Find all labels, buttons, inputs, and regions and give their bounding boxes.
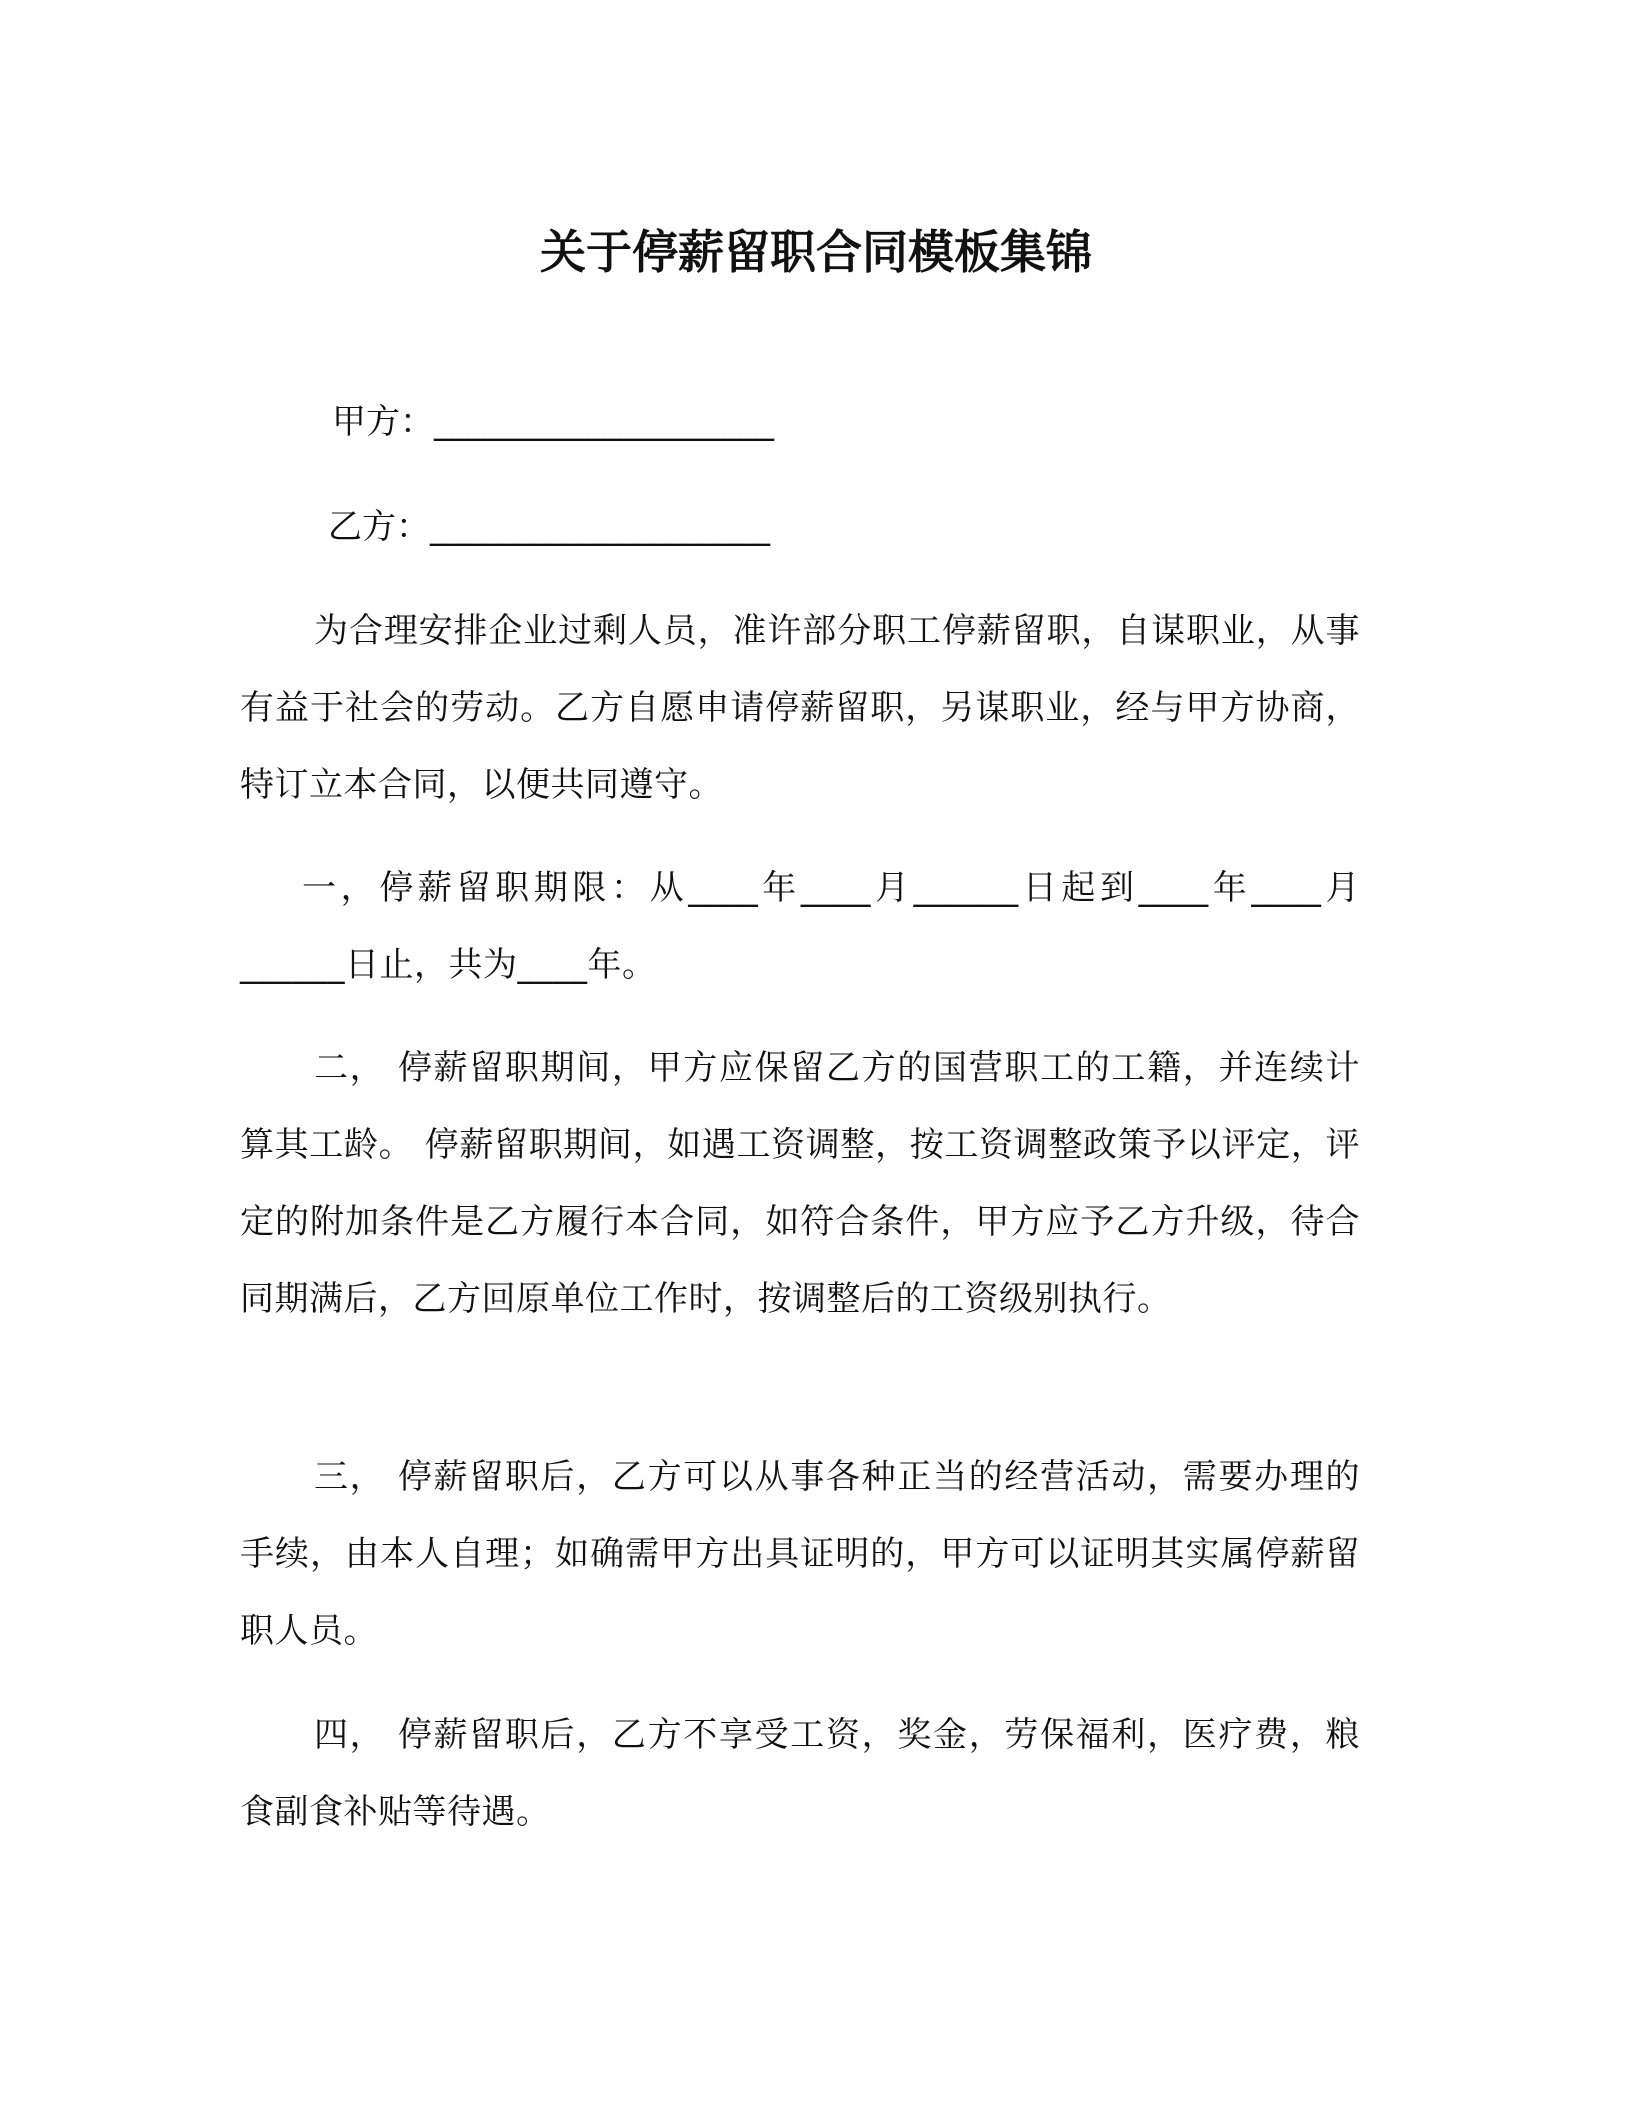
clause-1-paragraph: 一，停薪留职期限：从____年____月______日起到____年____月______日止，共为____年。 [240,868,1360,985]
intro-paragraph: 为合理安排企业过剩人员，准许部分职工停薪留职，自谋职业，从事有益于社会的劳动。乙方自愿申请停薪留职，另谋职业，经与甲方协商，特订立本合同，以便共同遵守。 [240,611,1360,805]
clause-4-paragraph: 四， 停薪留职后，乙方不享受工资，奖金，劳保福利，医疗费，粮食副食补贴等待遇。 [240,1715,1360,1832]
clause-2-paragraph: 二， 停薪留职期间，甲方应保留乙方的国营职工的工籍，并连续计算其工龄。 停薪留职期间，如遇工资调整，按工资调整政策予以评定，评定的附加条件是乙方履行本合同，如符合条件，甲方应予乙方升级，待合同期满后，乙方回原单位工作时，按调整后的工资级别执行。 [240,1048,1360,1319]
party-b-line: 乙方：____________________ [328,507,770,547]
document-title: 关于停薪留职合同模板集锦 [540,225,1092,279]
party-a-line: 甲方：____________________ [332,402,774,442]
clause-3-paragraph: 三， 停薪留职后，乙方可以从事各种正当的经营活动，需要办理的手续，由本人自理；如确需甲方出具证明的，甲方可以证明其实属停薪留职人员。 [240,1457,1360,1651]
